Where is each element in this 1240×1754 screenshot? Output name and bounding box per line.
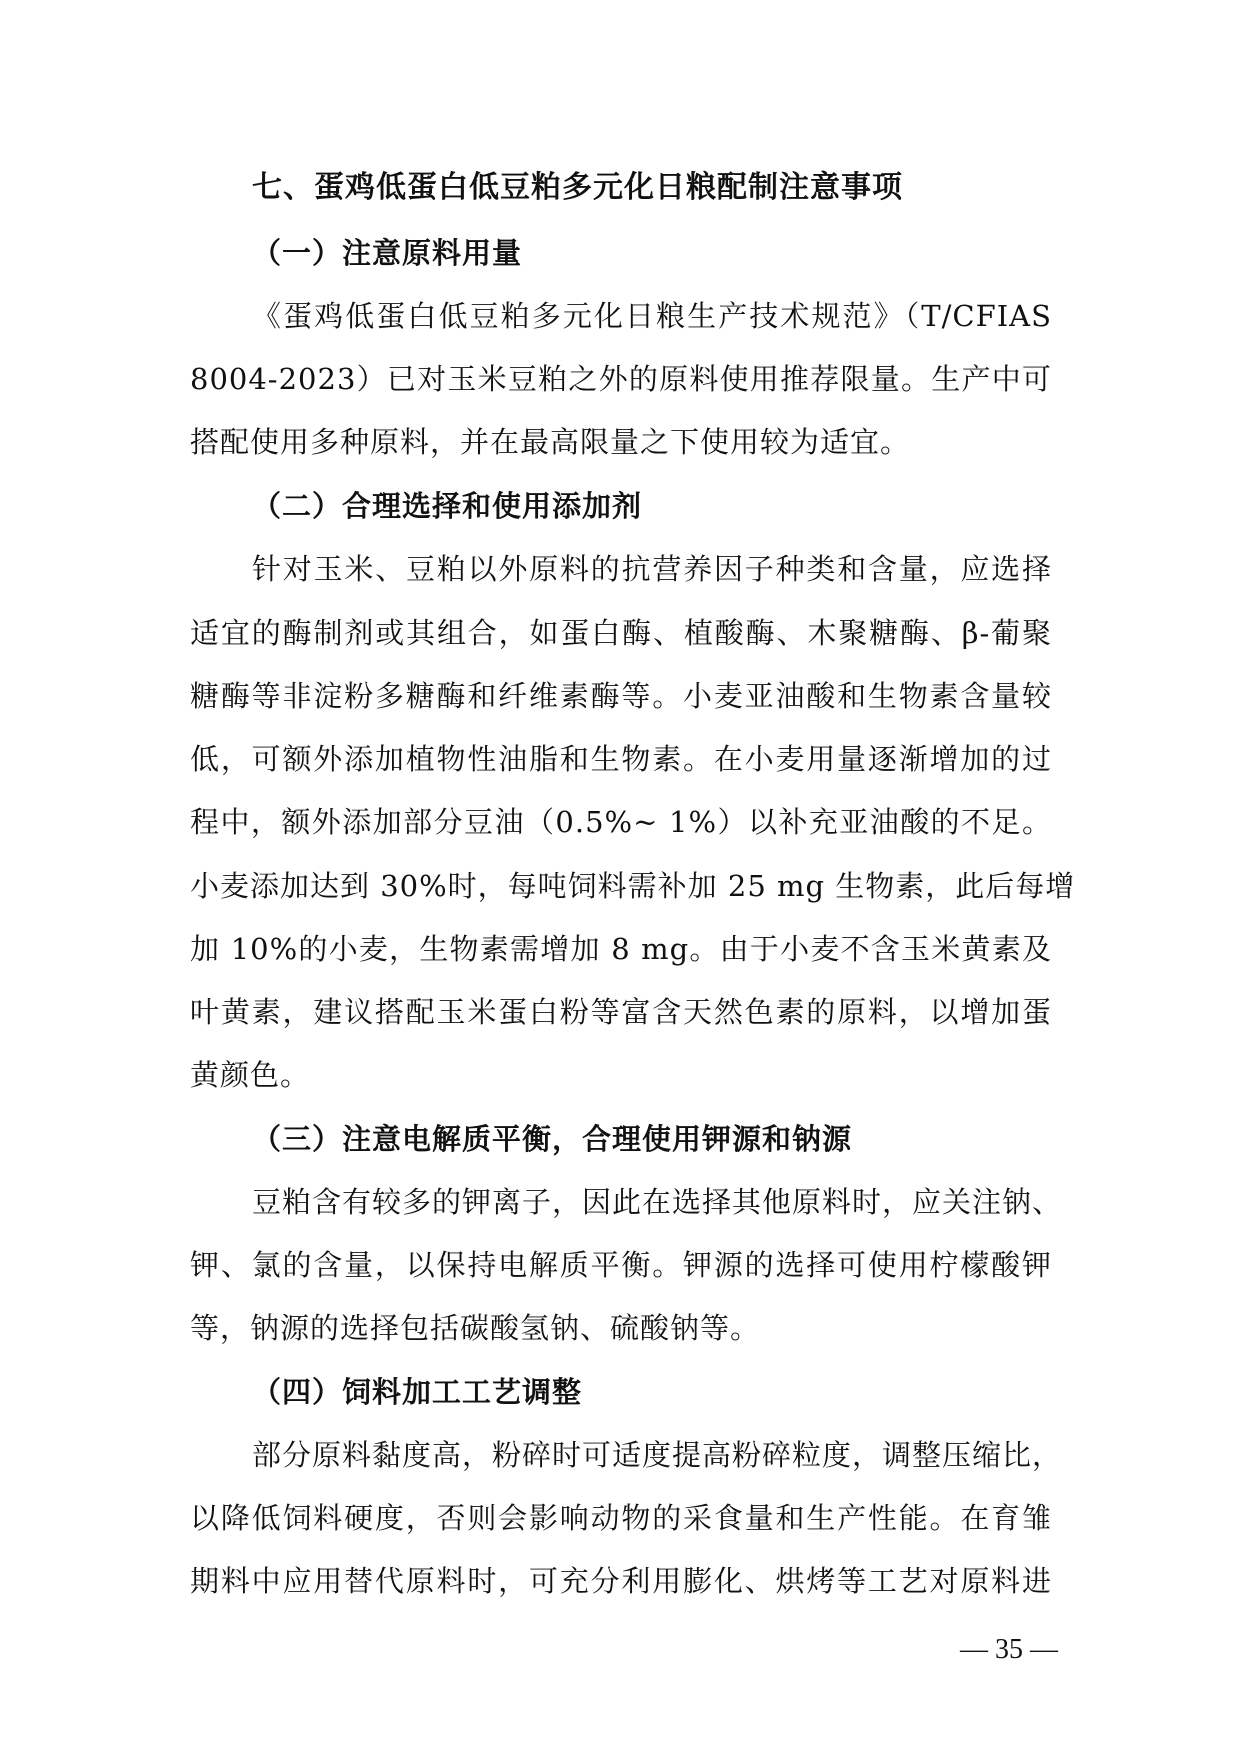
subsection-title-1: （一）注意原料用量 bbox=[252, 236, 523, 270]
section-heading: 七、蛋鸡低蛋白低豆粕多元化日粮配制注意事项 bbox=[252, 170, 903, 205]
paragraph-line: 叶黄素，建议搭配玉米蛋白粉等富含天然色素的原料，以增加蛋 bbox=[190, 995, 1052, 1029]
paragraph-line: 适宜的酶制剂或其组合，如蛋白酶、植酸酶、木聚糖酶、β-葡聚 bbox=[190, 616, 1052, 650]
subsection-title-3: （三）注意电解质平衡，合理使用钾源和钠源 bbox=[252, 1122, 853, 1156]
paragraph-line: 搭配使用多种原料，并在最高限量之下使用较为适宜。 bbox=[190, 425, 911, 459]
paragraph-line: 糖酶等非淀粉多糖酶和纤维素酶等。小麦亚油酸和生物素含量较 bbox=[190, 679, 1052, 713]
paragraph-line: 豆粕含有较多的钾离子，因此在选择其他原料时，应关注钠、 bbox=[252, 1185, 1063, 1219]
subsection-title-2: （二）合理选择和使用添加剂 bbox=[252, 489, 643, 523]
paragraph-line: 《蛋鸡低蛋白低豆粕多元化日粮生产技术规范》（T/CFIAS bbox=[252, 299, 1052, 333]
paragraph-line: 期料中应用替代原料时，可充分利用膨化、烘烤等工艺对原料进 bbox=[190, 1564, 1052, 1598]
paragraph-line: 低，可额外添加植物性油脂和生物素。在小麦用量逐渐增加的过 bbox=[190, 742, 1052, 776]
paragraph-line: 等，钠源的选择包括碳酸氢钠、硫酸钠等。 bbox=[190, 1311, 761, 1345]
paragraph-line: 8004-2023）已对玉米豆粕之外的原料使用推荐限量。生产中可 bbox=[190, 362, 1052, 396]
paragraph-line: 针对玉米、豆粕以外原料的抗营养因子种类和含量，应选择 bbox=[252, 552, 1052, 586]
paragraph-line: 加 10%的小麦，生物素需增加 8 mg。由于小麦不含玉米黄素及 bbox=[190, 932, 1052, 966]
paragraph-line: 钾、氯的含量，以保持电解质平衡。钾源的选择可使用柠檬酸钾 bbox=[190, 1248, 1052, 1282]
page-number: — 35 — bbox=[960, 1634, 1058, 1665]
subsection-title-4: （四）饲料加工工艺调整 bbox=[252, 1375, 583, 1409]
paragraph-line: 程中，额外添加部分豆油（0.5%~ 1%）以补充亚油酸的不足。 bbox=[190, 805, 1052, 839]
paragraph-line: 黄颜色。 bbox=[190, 1058, 311, 1092]
paragraph-line: 小麦添加达到 30%时，每吨饲料需补加 25 mg 生物素，此后每增 bbox=[190, 869, 1076, 903]
paragraph-line: 部分原料黏度高，粉碎时可适度提高粉碎粒度，调整压缩比， bbox=[252, 1438, 1063, 1472]
paragraph-line: 以降低饲料硬度，否则会影响动物的采食量和生产性能。在育雏 bbox=[190, 1501, 1052, 1535]
